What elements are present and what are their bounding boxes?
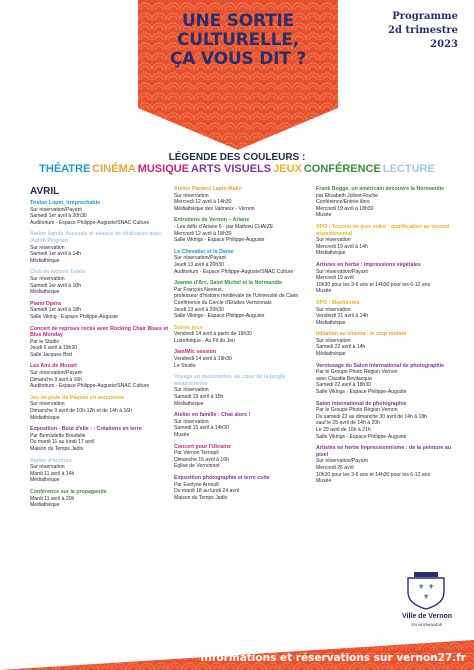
program-line: 2d trimestre [388,25,458,36]
event-item [30,489,170,509]
event-detail: Auditorium - Espace Philippe-Auguste/SNAC Culture [174,268,294,275]
event-detail: Médiathèque [30,477,60,484]
program-line: Programme [392,11,458,22]
event-detail: professeur d'histoire médiévale de l'Université de Caen [174,293,299,300]
event-detail: Sur réservation [30,401,65,408]
event-detail: Médiathèque [316,351,346,358]
event-detail: Samedi 1er avril à 10h [30,282,81,289]
event-detail: Par Vernon Ternopil [174,450,219,457]
event-detail: Conférence/Entrée libre [316,199,370,206]
event-title: Atelier Paniers Lapin Malin [174,186,242,192]
event-detail: Sur réservation/Payant [316,458,368,465]
crest-label: Ville de Vernon [401,613,453,620]
event-detail: Salle Vikings - Espace Philippe-Auguste [174,237,265,244]
event-title: Atelier d'écriture [30,457,72,464]
event-item [316,401,462,441]
event-title: Tristan Lopin, Irréprochable [30,200,101,206]
event-detail: Samedi 1er avril à 14h [30,251,81,258]
event-detail: Salle Jacques Brel [30,351,73,358]
event-title: Club de lecture Tulalu [30,269,85,276]
event-item [174,217,314,243]
event-detail: Sur réservation/Payant [30,370,82,377]
program-line: 2023 [430,39,458,50]
events-column-1 [30,186,170,514]
title-line: CULTURELLE, [177,30,299,50]
event-detail: Médiathèque [174,400,204,407]
legend-item: ARTS VISUELS [191,163,272,175]
color-legend [0,163,474,175]
event-item [30,326,170,359]
event-detail: Ludothèque - Au Fil du Jeu [174,337,235,344]
event-detail: Maison du Temps Jadis [174,494,228,501]
legend-item: LECTURE [382,163,435,175]
event-detail: 10h30 pour les 3-6 ans et 14h30 pour les 6-12 ans [316,281,431,288]
event-item [316,331,462,357]
event-detail: Jeudi 6 avril à 19h30 [30,345,78,352]
event-detail: Conférence du Cercle d'Etudes Vernonnais [174,299,272,306]
event-item [30,269,170,295]
event-item [316,445,462,485]
event-title: Voyage en musicontes, au cœur de la jungle amazonienne [174,374,286,387]
event-title: Vernissage du Salon International de photographie [316,362,445,369]
event-detail: Samedi 22 avril à 14h [316,344,366,351]
event-detail: Du mardi 18 au lundi 24 avril [174,488,239,495]
legend-item: CONFÉRENCE [303,163,381,175]
event-item [316,300,462,326]
event-detail: Dimanche 16 avril à 16h [174,456,229,463]
event-item [174,475,314,501]
event-detail: Sur réservation [174,192,209,199]
event-detail: Sur réservation/Payant [174,255,226,262]
month-heading: AVRIL [30,186,60,197]
event-detail: Du samedi 22 au dimanche 30 avril de 14h à 18h [316,413,428,420]
event-detail: Par Evelyne Arnoult [174,481,219,488]
event-item [316,186,462,219]
event-detail: Sur réservation [30,275,65,282]
event-detail: Jeudi 13 avril à 20h30 [174,261,224,268]
legend-item: CINÉMA [92,163,136,175]
event-detail: - Les défis d'Ariane 6 - par Mathieu CHAIZE [174,223,274,230]
event-detail: Samedi 15 avril à 15h [174,394,224,401]
event-detail: Samedi 1er avril à 18h [30,307,81,314]
legend-item: THÉATRE [39,163,91,175]
event-item [174,412,314,438]
event-detail: Salle Vikings - Espace Philippe-Auguste [174,313,265,320]
events-column-3 [316,186,462,490]
event-detail: Sur réservation/Payant [30,206,82,213]
event-detail: Sur réservation/Payant [316,268,368,275]
crest-sublabel: EN NORMANDIE [411,622,443,627]
event-detail: Du mardi 11 au lundi 17 avril [30,439,95,446]
event-detail: Sur réservation [316,337,351,344]
svg-text:⚜: ⚜ [418,583,425,591]
event-detail: Jeudi 13 avril à 20h30 [174,306,224,313]
event-detail: Médiathèque [30,414,60,421]
svg-text:⚜: ⚜ [428,583,435,591]
event-detail: Église de Vernonnet [174,463,220,470]
event-detail: Par Bernadette Boudelle [30,432,86,439]
event-title: Soirée jeux [174,324,203,331]
event-title: Atelier en famille : Chat alors ! [174,412,251,419]
event-detail: Musée [316,478,332,485]
event-detail: Par François Neveux, [174,286,223,293]
event-detail: Musée [174,432,190,438]
event-title: Concert de reprises rocks avec Rocking Chair Blues et Blue Monday [30,325,169,339]
event-detail: avec Claudia Bevilacqua [316,375,372,382]
event-detail: Musée [316,288,332,295]
event-title: Entretiens de Vernon – Ariane [174,217,250,224]
event-item [30,200,170,226]
event-detail: Dimanche 9 avril à 16h [30,376,83,383]
event-item [316,262,462,295]
event-detail: Auditorium - Espace Philippe-Auguste/SNAC Culture [30,383,150,390]
event-title: Concert pour l'Ukraine [174,443,231,450]
event-title: Jam/Mic session [174,349,217,356]
event-item [174,249,314,275]
event-detail: Médiathèque [316,250,346,257]
event-detail: Mardi 11 avril à 14h [30,470,75,477]
event-item [174,325,314,345]
event-item [30,426,170,452]
event-detail: Par le Groupe Photo Région Vernon [316,369,398,376]
event-detail: Vendredi 14 avril à 19h30 [174,356,232,363]
event-title: Artistes en herbe : Impressions végétales [316,261,421,268]
event-title: Jeanne d'Arc, Saint Michel et la Normandie [174,280,283,287]
event-title: Artistes en herbe Impressionnisme : de la peinture au pixel [316,445,452,458]
event-detail: Musée [316,212,332,219]
event-detail: Mardi 11 avril à 20h [30,495,75,502]
event-detail: Le 29 avril de 16h à 21h [316,427,371,433]
header-banner [138,0,338,150]
event-item [316,224,462,257]
event-detail: Dimanche 9 avril de 10h-12h et de 14h à 16h [30,408,132,415]
event-detail: Auditorium - Espace Philippe-Auguste/SNAC Culture [30,219,150,226]
legend-item: JEUX [273,163,302,175]
event-title: XPO : Tournoi de jeux vidéo : qualification au tournoi départemental [316,223,450,237]
event-detail: sauf le 25 avril de 14h à 20h [316,420,381,427]
event-detail: Samedi 1er avril à 20h30 [30,213,87,220]
event-title: Piano'Opéra [30,300,61,307]
event-detail: Par le Studio [30,338,60,345]
events-column-2 [174,186,314,506]
event-title: Jeu de piste de Pâques en autonomie [30,394,125,401]
event-title: Frank Boggs, un américain découvre la Normandie [316,186,445,192]
event-title: Atelier bande dessinée et séance de dédicaces avec Judith Peignen [30,231,162,244]
event-detail: Sur réservation [316,306,351,313]
page-title [138,12,338,69]
event-detail: Samedi 15 avril à 14h30 [174,425,229,432]
vernon-crest-icon [404,570,448,610]
event-detail: Sur réservation [30,464,65,471]
event-detail: Médiathèque [30,289,60,296]
event-detail: Mercredi 19 avril [316,275,354,282]
event-detail: Sur réservation [174,387,209,394]
event-detail: Mercredi 12 avril à 14h30 [174,199,232,206]
event-detail: Médiathèque [316,319,346,326]
event-detail: Mercredi 12 avril à 18h30 [174,230,232,237]
program-label [388,10,458,52]
event-title: Initiation au cinéma : le stop motion [316,331,407,338]
event-title: Exposition - Bout d'elle - : Créations en terre [30,426,142,433]
event-detail: Samedi 22 avril à 18h30 [316,382,371,389]
event-item [30,395,170,421]
event-detail: par Elisabeth Jolivet-Roche [316,192,379,199]
event-title: Le Chevalier et la Dame [174,248,234,255]
event-detail: Vendredi 14 avril à partir de 19h30 [174,331,252,338]
event-detail: Salle Vikings - Espace Philippe-Auguste [316,389,407,396]
event-detail: Mercredi 26 avril [316,464,354,471]
event-detail: Médiathèque des Valmeux - Vernon [174,205,255,212]
event-title: Salon international de photographie [316,400,407,407]
event-item [30,363,170,389]
event-detail: Mercredi 19 avril à 14h [316,243,368,250]
event-detail: Salle Viking - Espace Philippe-Auguste [30,313,118,320]
event-item [30,231,170,264]
svg-text:⚜: ⚜ [423,593,430,601]
event-detail: Mercredi 19 avril à 18h30 [316,205,374,212]
event-item [174,374,314,407]
event-detail: Le Studio [174,362,196,369]
event-item [174,444,314,470]
legend-item: MUSIQUE [137,163,190,175]
event-detail: Salle Vikings - Espace Philippe-Auguste [316,433,407,440]
title-line: UNE SORTIE [181,11,295,31]
event-detail: Par le Groupe Photo Région Vernon [316,407,398,414]
event-detail: Vendredi 21 avril à 14h [316,313,369,320]
title-line: ÇA VOUS DIT ? [169,49,307,69]
footer-link-text[interactable]: Informations et réservations sur vernon27.fr [200,652,466,664]
event-detail: Sur réservation [30,244,65,251]
event-detail: Médiathèque [30,502,60,509]
event-item [30,458,170,484]
event-title: Exposition photographie et terre cuite [174,474,270,481]
event-item [174,349,314,369]
event-item [30,301,170,321]
legend-title: LÉGENDE DES COULEURS : [168,152,306,163]
event-item [174,280,314,320]
event-item [316,363,462,396]
event-item [174,186,314,212]
event-detail: Médiathèque [30,257,60,264]
footer-banner [0,640,474,670]
event-detail: Sur réservation [174,418,209,425]
event-title: Les Airs de Mozart [30,363,77,370]
event-title: Conférence sur la propagande [30,488,107,495]
event-title: XPO : Machinima [316,299,360,306]
event-detail: Sur réservation [316,237,351,244]
event-detail: Maison du Temps Jadis [30,446,84,452]
event-detail: 10h30 pour les 3-6 ans et 14h30 pour les 6-12 ans [316,471,431,478]
